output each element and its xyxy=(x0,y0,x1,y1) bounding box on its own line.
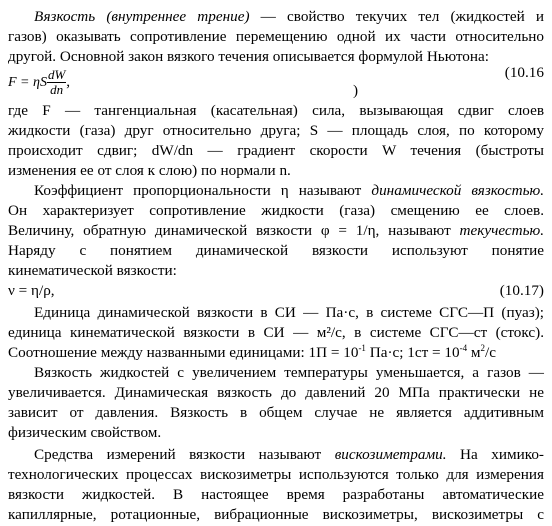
eq1-number-close: ) xyxy=(352,82,358,99)
equation-newton xyxy=(8,64,544,100)
exp-2: 2 xyxy=(480,343,485,353)
p3-line-5: кинематической вязкости: xyxy=(8,262,177,279)
p4-line-1: Единица динамической вязкости в СИ — Па·с, в системе СГС—П (пуаз); xyxy=(34,304,544,321)
p4-line-2: единица кинематической вязкости в СИ — м²/с, в системе СГС—ст (стокс). xyxy=(8,324,544,341)
term-fluidity: текучестью. xyxy=(459,222,544,239)
eq2-number: (10.17) xyxy=(499,282,544,299)
p3-line-3 xyxy=(8,220,544,242)
p3-line-1 xyxy=(8,180,544,202)
p4-line-3-a: Соотношение между названными единицами: 1П = 10 xyxy=(8,344,359,361)
p2-line-3: происходит сдвиг; dW/dn — градиент скорости W течения (быстроты xyxy=(8,142,544,159)
p5-line-3: зависит от давления. Вязкость в общем случае не является аддитивным xyxy=(8,404,544,421)
eq1-fraction xyxy=(47,68,66,97)
p4-line-3-b: Па·с; 1ст = 10 xyxy=(365,344,460,361)
p6-line-1 xyxy=(8,444,544,466)
p1-line-3: другой. Основной закон вязкого течения описывается формулой Ньютона: xyxy=(8,48,489,65)
eq1-denominator: dn xyxy=(50,82,64,98)
eq1-lhs: F = ηS xyxy=(8,75,47,90)
p1-line-1 xyxy=(8,6,544,28)
p1-line-2: газов) оказывать сопротивление перемещению одной их части относительно xyxy=(8,28,544,45)
p1-line-1-rest: — свойство текучих тел (жидкостей и xyxy=(249,8,544,25)
equation-kinematic: ν = η/ρ, xyxy=(8,282,55,299)
p6-line-2: технологических процессах вискозиметры используются только для измерения xyxy=(8,466,544,483)
p5-line-1: Вязкость жидкостей с увеличением температуры уменьшается, а газов — xyxy=(34,364,544,381)
p3-line-2: Он характеризует сопротивление жидкости (газа) смещению ее слоев. xyxy=(8,202,544,219)
exp-minus-1: -1 xyxy=(358,343,366,353)
p2-line-1: где F — тангенциальная (касательная) сила, вызывающая сдвиг слоев xyxy=(8,102,544,119)
p6-line-1-a: Средства измерений вязкости называют xyxy=(34,446,335,463)
p2-line-4: изменения ее от слоя к слою) по нормали n. xyxy=(8,162,291,179)
exp-minus-4: -4 xyxy=(459,343,468,353)
term-viscosity: Вязкость (внутреннее трение) xyxy=(34,8,250,25)
p4-line-3-c: м xyxy=(467,344,481,361)
p5-line-2: увеличивается. Динамическая вязкость до давлений 20 МПа практически не xyxy=(8,384,544,401)
eq1-number: (10.16 xyxy=(504,64,544,81)
p5-line-4: физическим свойством. xyxy=(8,424,162,441)
p2-line-2: жидкости (газа) друг относительно друга; S — площадь слоя, по которому xyxy=(8,122,544,139)
term-dynamic-viscosity: динамической вязкостью. xyxy=(371,182,544,199)
eq1-comma: , xyxy=(66,73,71,90)
p3-line-3-text: Величину, обратную динамической вязкости φ = 1/η, называют xyxy=(8,222,460,239)
p4-line-3-d: /с xyxy=(485,344,496,361)
p6-line-1-b: На химико- xyxy=(446,446,544,463)
term-viscometers: вискозиметрами. xyxy=(334,446,447,463)
p6-line-3: вязкости жидкостей. В настоящее время разработаны автоматические xyxy=(8,486,544,503)
p6-line-4: капиллярные, ротационные, вибрационные вискозиметры, вискозиметры с xyxy=(8,506,544,523)
p3-line-1-text: Коэффициент пропорциональности η называют xyxy=(34,182,372,199)
eq1-numerator: dW xyxy=(47,67,66,83)
p3-line-4: Наряду с понятием динамической вязкости используют понятие xyxy=(8,242,544,259)
p4-line-3 xyxy=(8,342,544,364)
